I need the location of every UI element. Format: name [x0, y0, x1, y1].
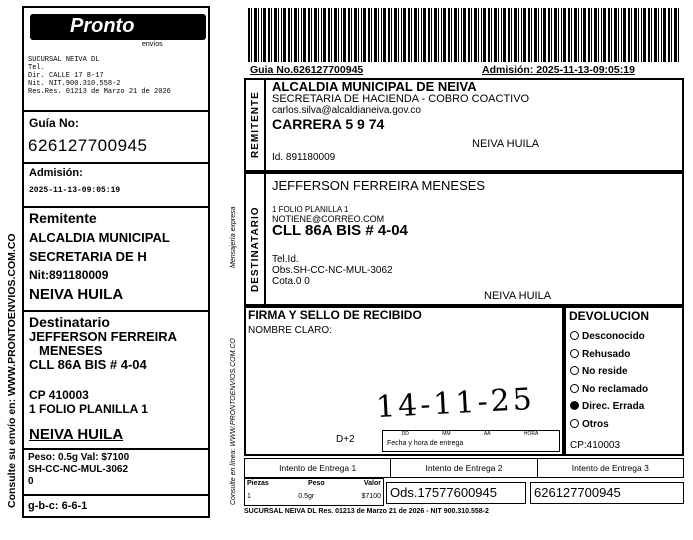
stub-branch-info	[28, 56, 171, 96]
stub-admision-value: 2025-11-13-09:05:19	[29, 186, 121, 195]
main-destinatario-obs: Obs.SH-CC-NC-MUL-3062	[272, 265, 393, 276]
main-destinatario-side-label: DESTINATARIO	[250, 206, 261, 292]
firma-title: FIRMA Y SELLO DE RECIBIDO	[248, 308, 422, 322]
fecha-label: Fecha y hora de entrega	[387, 440, 464, 447]
stub-footer-section	[24, 494, 208, 516]
devolucion-option	[570, 328, 648, 346]
intento-3: Intento de Entrega 3	[571, 463, 649, 473]
piezas-header: Piezas	[247, 480, 269, 487]
devolucion-option	[570, 346, 648, 364]
stub-destinatario-label: Destinatario	[29, 314, 110, 330]
nombre-claro-label: NOMBRE CLARO:	[248, 325, 332, 336]
main-destinatario-name: JEFFERSON FERREIRA MENESES	[272, 178, 486, 193]
main-destinatario-email: NOTIENE@CORREO.COM	[272, 214, 385, 224]
stub-remitente-line: Nit:891180009	[29, 268, 109, 282]
devolucion-option-label: No reclamado	[582, 383, 649, 395]
piezas-value: 0.5gr	[298, 493, 315, 500]
guia-box: 626127700945	[530, 482, 684, 504]
fecha-col: MM	[442, 431, 451, 437]
piezas-value: $7100	[361, 493, 381, 500]
devolucion-cp: CP:410003	[570, 440, 621, 451]
stub-destinatario-city: NEIVA HUILA	[29, 426, 124, 443]
circle-icon	[570, 419, 579, 428]
stub-info-line: Tel.	[28, 64, 45, 72]
stub-peso-lines	[28, 452, 129, 488]
devolucion-option-label: Otros	[582, 418, 609, 430]
devolucion-options	[570, 328, 648, 433]
main-destinatario-address: CLL 86A BIS # 4-04	[272, 222, 408, 239]
main-destinatario-cota: Cota.0 0	[272, 276, 310, 287]
stub-admision-section	[24, 162, 208, 206]
handwritten-date: 14-11-25	[375, 381, 536, 426]
stub-peso-section	[24, 448, 208, 494]
main-admision-header: Admisión: 2025-11-13-09:05:19	[482, 64, 635, 76]
stub-remitente-section	[24, 206, 208, 310]
devolucion-option-label: Desconocido	[582, 331, 645, 342]
ods-box: Ods.17577600945	[386, 482, 526, 504]
main-remitente-line: SECRETARIA DE HACIENDA - COBRO COACTIVO	[272, 93, 530, 105]
stub-destinatario-section	[24, 310, 208, 448]
main-remitente-block	[244, 78, 684, 172]
main-left-side-url: Consulte en línea: WWW.PRONTOENVIOS.COM.CO	[230, 338, 237, 505]
logo	[30, 14, 206, 46]
stub-destinatario-cp: CP 410003	[29, 388, 89, 402]
stub-destinatario-line: CLL 86A BIS # 4-04	[29, 357, 147, 372]
devolucion-title: DEVOLUCION	[569, 309, 650, 323]
stub-remitente-line: ALCALDIA MUNICIPAL	[29, 230, 170, 245]
piezas-headers	[247, 480, 381, 487]
stub-remitente-lines	[29, 228, 170, 285]
main-destinatario-block	[244, 172, 684, 306]
logo-text: Pronto	[70, 15, 135, 37]
logo-subtext: envíos	[142, 41, 163, 48]
main-remitente-lines	[272, 81, 529, 130]
stub-guia-number: 626127700945	[28, 136, 148, 155]
d2-label: D+2	[336, 434, 355, 445]
stub-side-url: Consulte su envío en: WWW.PRONTOENVIOS.COM.CO	[6, 233, 18, 508]
devolucion-option-label: Direc. Errada	[582, 401, 645, 412]
barcode	[248, 8, 680, 62]
main-guia-header: Guia No.626127700945	[250, 64, 364, 76]
stub-obs-line: SH-CC-NC-MUL-3062	[28, 464, 129, 475]
stub-info-line: Res.Res. 01213 de Marzo 21 de 2026	[28, 88, 171, 96]
stub-info-line: Dir. CALLE 17 8-17	[28, 72, 104, 80]
fecha-box	[382, 430, 560, 452]
circle-icon	[570, 349, 579, 358]
main-remitente-side-label: REMITENTE	[250, 91, 261, 158]
circle-icon	[570, 331, 579, 340]
devolucion-option	[570, 398, 648, 416]
devolucion-block	[564, 306, 684, 456]
circle-icon	[570, 384, 579, 393]
intentos-row	[244, 458, 684, 478]
intento-1: Intento de Entrega 1	[245, 459, 391, 477]
main-remitente-id: Id. 891180009	[272, 152, 336, 163]
devolucion-option	[570, 363, 648, 381]
stub-destinatario-extra	[29, 388, 148, 416]
circle-icon	[570, 366, 579, 375]
checked-circle-icon	[570, 401, 579, 410]
main-remitente-city: NEIVA HUILA	[472, 138, 540, 150]
stub-peso-line: Peso: 0.5g Val: $7100	[28, 452, 130, 463]
devolucion-option	[570, 381, 648, 399]
main-footer: SUCURSAL NEIVA DL Res. 01213 de Marzo 21 de 2026 - NIT 900.310.558-2	[244, 508, 489, 515]
piezas-table	[244, 478, 384, 506]
main-destinatario-tel: Tel.Id.	[272, 254, 299, 265]
stub-guia-section	[24, 110, 208, 162]
stub-destinatario-folio: 1 FOLIO PLANILLA 1	[29, 402, 148, 416]
devolucion-option-label: Rehusado	[582, 348, 631, 360]
piezas-values	[247, 493, 381, 500]
stub-guia-label: Guía No:	[29, 116, 79, 130]
stub-info-line: SUCURSAL NEIVA DL	[28, 56, 100, 64]
piezas-header: Peso	[307, 480, 325, 487]
main-destinatario-city: NEIVA HUILA	[484, 290, 552, 302]
stub-destinatario-lines	[29, 330, 177, 372]
intento-2: Intento de Entrega 2	[391, 459, 537, 477]
main-remitente-address: CARRERA 5 9 74	[272, 116, 385, 132]
main-mid-side-text: Mensajería expresa	[230, 206, 237, 268]
piezas-value: 1	[247, 493, 251, 500]
stub-destinatario-line: MENESES	[39, 343, 103, 358]
devolucion-option-label: No reside	[582, 366, 628, 377]
piezas-header: Valor	[363, 480, 381, 487]
main-remitente-line: ALCALDIA MUNICIPAL DE NEIVA	[272, 79, 477, 94]
fecha-col: DD	[401, 431, 409, 437]
stub-remitente-city: NEIVA HUILA	[29, 286, 124, 303]
fecha-col: HORA	[523, 431, 539, 437]
fecha-col: AA	[483, 431, 491, 437]
stub-remitente-label: Remitente	[29, 210, 97, 226]
devolucion-option	[570, 416, 648, 434]
firma-block	[244, 306, 564, 456]
stub-destinatario-line: JEFFERSON FERREIRA	[29, 329, 178, 344]
stub-admision-label: Admisión:	[29, 167, 83, 179]
fecha-cols	[385, 431, 555, 437]
main-remitente-email: carlos.silva@alcaldianeiva.gov.co	[272, 105, 421, 116]
stub-receipt	[22, 6, 210, 518]
stub-footer: g-b-c: 6-6-1	[28, 500, 88, 512]
stub-zero: 0	[28, 476, 34, 487]
main-destinatario-folio: 1 FOLIO PLANILLA 1	[272, 205, 349, 214]
stub-remitente-line: SECRETARIA DE H	[29, 249, 147, 264]
main-destinatario-lines	[272, 178, 485, 287]
stub-info-line: Nit. NIT.900.310.558-2	[28, 80, 121, 88]
